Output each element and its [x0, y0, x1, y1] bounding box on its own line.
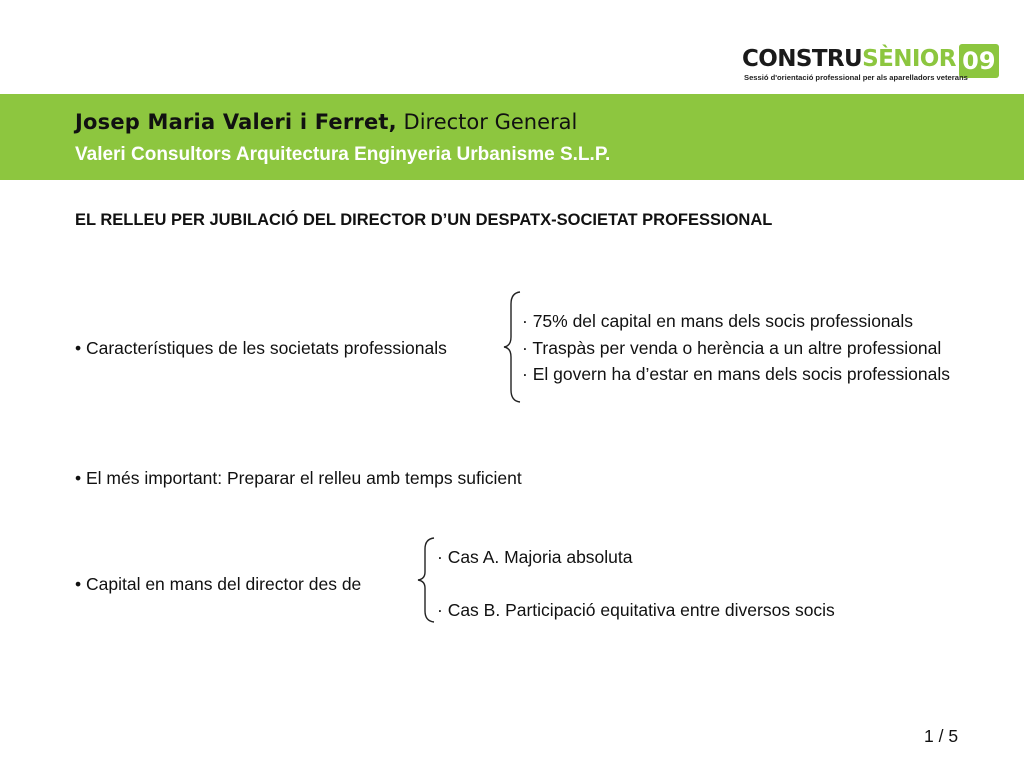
logo-number-badge: 09 [959, 44, 999, 78]
logo-word-dark: CONSTRU [742, 46, 863, 72]
logo-word-green: SÈNIOR [862, 46, 956, 72]
presenter-role: Director General [403, 110, 578, 134]
construsenior-logo [742, 44, 994, 84]
presenter-line [75, 107, 577, 137]
list-item-government: · El govern ha d’estar en mans dels socis professionals [522, 364, 950, 384]
page-indicator: 1 / 5 [924, 726, 959, 746]
section-label-characteristics: • Característiques de les societats professionals [75, 338, 447, 358]
section-label-important: • El més important: Preparar el relleu amb temps suficient [75, 468, 522, 488]
logo-wordmark [742, 44, 956, 74]
company-name: Valeri Consultors Arquitectura Enginyeria Urbanisme S.L.P. [75, 144, 611, 165]
list-item-transfer: · Traspàs per venda o herència a un altre professional [522, 338, 942, 358]
presenter-name: Josep Maria Valeri i Ferret, [75, 110, 397, 134]
curly-brace-icon [502, 290, 524, 404]
list-item-case-a: · Cas A. Majoria absoluta [437, 547, 633, 567]
list-item-case-b: · Cas B. Participació equitativa entre diversos socis [437, 600, 835, 620]
list-item-capital: · 75% del capital en mans dels socis professionals [522, 311, 914, 331]
curly-brace-icon [416, 536, 438, 624]
logo-tagline: Sessió d'orientació professional per als aparelladors veterans [744, 73, 968, 82]
section-label-capital-director: • Capital en mans del director des de [75, 574, 362, 594]
slide-heading: EL RELLEU PER JUBILACIÓ DEL DIRECTOR D’UN DESPATX-SOCIETAT PROFESSIONAL [75, 211, 773, 229]
